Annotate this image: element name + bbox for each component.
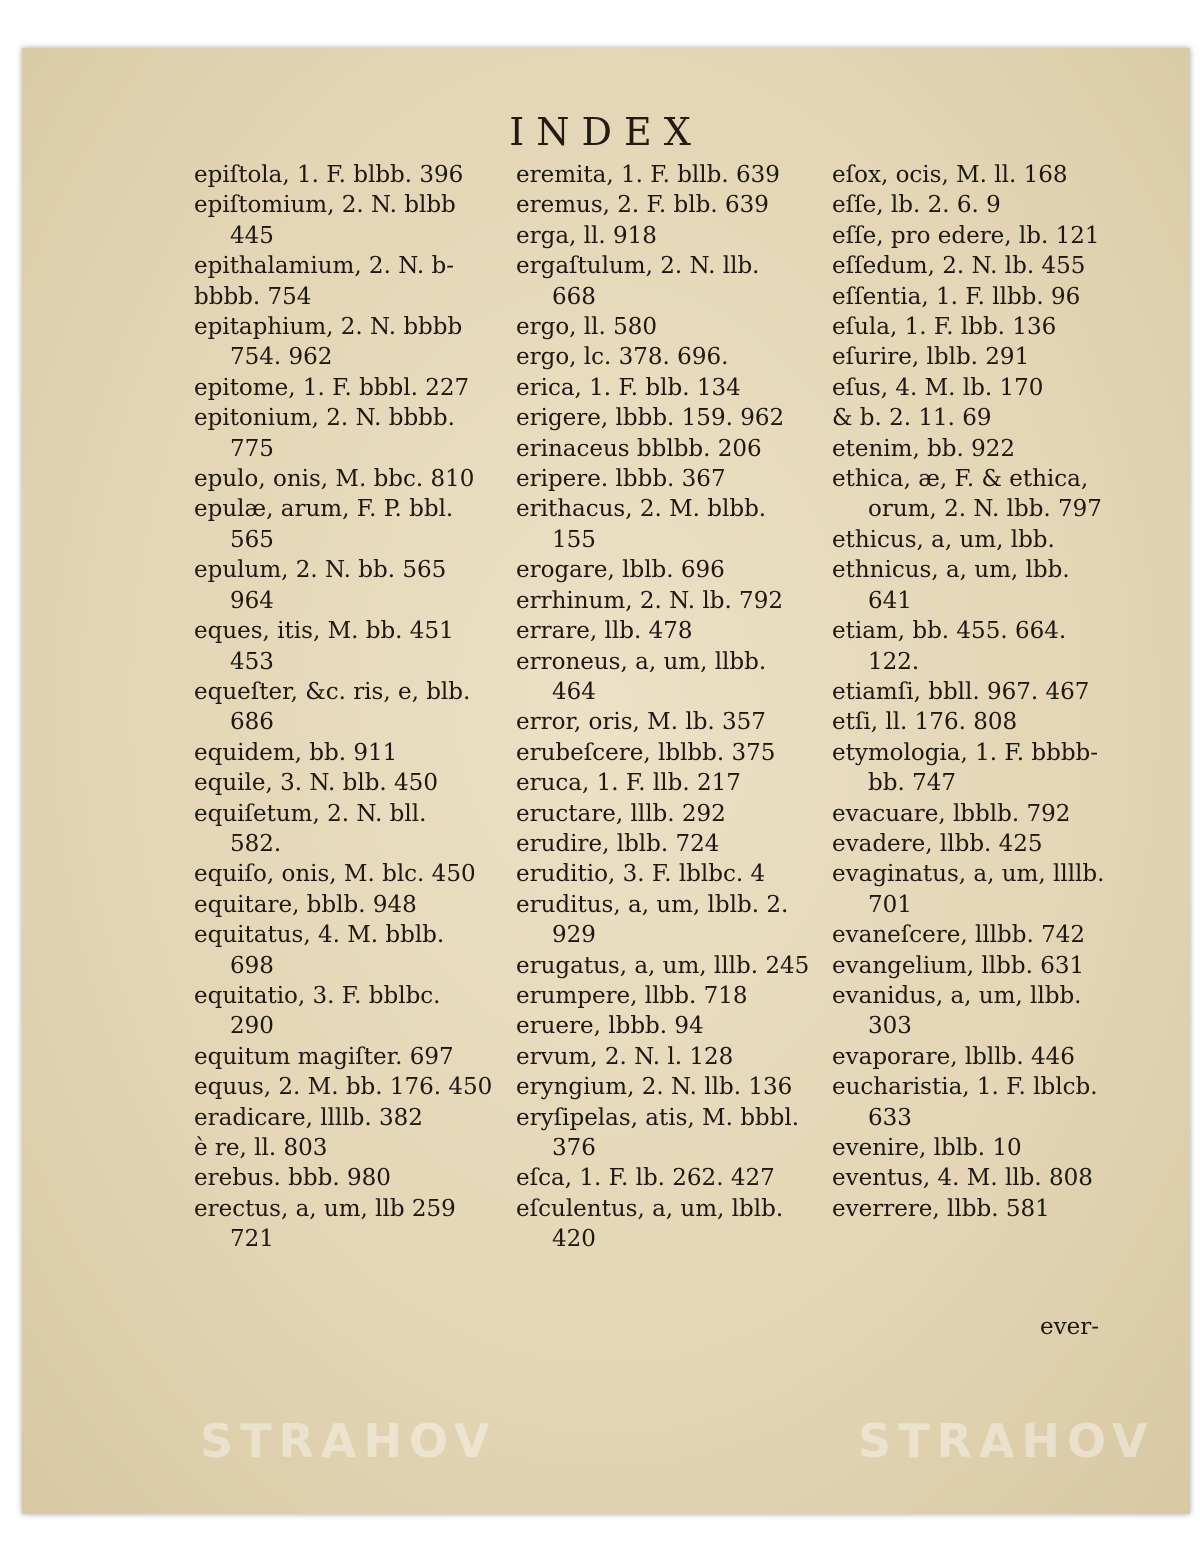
index-column-2 (516, 160, 810, 1255)
index-entry: 303 (868, 1013, 912, 1040)
index-entry: eruditus, a, um, lblb. 2. (516, 891, 789, 918)
index-entry: erumpere, llbb. 718 (516, 982, 748, 1009)
index-entry: 701 (868, 891, 912, 918)
index-entry: 698 (230, 952, 274, 979)
index-entry: eſurire, lblb. 291 (832, 344, 1030, 371)
index-entry: etymologia, 1. F. bbbb- (832, 739, 1099, 766)
index-entry: 376 (552, 1135, 596, 1161)
index-entry: eucharistia, 1. F. lblcb. (832, 1074, 1098, 1101)
index-entry: eventus, 4. M. llb. 808 (832, 1165, 1093, 1192)
index-entry: orum, 2. N. lbb. 797 (868, 496, 1102, 523)
index-entry: erithacus, 2. M. blbb. (516, 496, 767, 523)
index-entry: ergo, lc. 378. 696. (516, 344, 729, 371)
index-entry: etiam, bb. 455. 664. (832, 618, 1067, 645)
index-entry: eſca, 1. F. lb. 262. 427 (516, 1165, 775, 1192)
index-entry: è re, ll. 803 (194, 1135, 328, 1161)
index-entry: 721 (230, 1226, 274, 1253)
index-entry: 668 (552, 283, 596, 310)
index-entry: equidem, bb. 911 (194, 739, 398, 766)
index-entry: equitare, bblb. 948 (194, 891, 417, 918)
index-entry: 686 (230, 709, 274, 736)
index-entry: 155 (552, 526, 596, 553)
index-entry: epitonium, 2. N. bbbb. (194, 405, 455, 432)
index-entry: eſſe, lb. 2. 6. 9 (832, 192, 1001, 219)
index-entry: eructare, lllb. 292 (516, 800, 726, 827)
index-entry: epitaphium, 2. N. bbbb (194, 314, 463, 341)
index-entry: equitatio, 3. F. bblbc. (194, 982, 441, 1009)
index-entry: eryſipelas, atis, M. bbbl. (516, 1104, 800, 1131)
index-entry: erica, 1. F. blb. 134 (516, 374, 741, 401)
index-entry: erigere, lbbb. 159. 962 (516, 405, 785, 432)
index-entry: evaneſcere, lllbb. 742 (832, 922, 1086, 949)
index-entry: evacuare, lbblb. 792 (832, 800, 1071, 827)
index-entry: eſſentia, 1. F. llbb. 96 (832, 283, 1081, 310)
index-entry: error, oris, M. lb. 357 (516, 709, 766, 736)
index-entry: equitum magiſter. 697 (194, 1043, 454, 1070)
index-entry: eradicare, llllb. 382 (194, 1104, 423, 1131)
index-entry: eruca, 1. F. llb. 217 (516, 770, 741, 797)
index-entry: ethicus, a, um, lbb. (832, 526, 1055, 553)
index-entry: etenim, bb. 922 (832, 435, 1016, 462)
index-entry: 122. (868, 648, 920, 675)
index-entry: erubeſcere, lblbb. 375 (516, 739, 776, 766)
index-entry: epiſtola, 1. F. blbb. 396 (194, 162, 464, 188)
index-entry: 929 (552, 922, 596, 949)
index-entry: epulæ, arum, F. P. bbl. (194, 496, 454, 523)
index-entry: eripere. lbbb. 367 (516, 466, 726, 493)
index-entry: epitome, 1. F. bbbl. 227 (194, 374, 470, 401)
index-entry: epiſtomium, 2. N. blbb (194, 192, 456, 219)
index-entry: bb. 747 (868, 770, 956, 797)
index-entry: bbbb. 754 (194, 283, 312, 310)
index-entry: eremita, 1. F. bllb. 639 (516, 162, 780, 188)
book-page (22, 48, 1190, 1514)
index-entry: 445 (230, 222, 274, 249)
index-entry: & b. 2. 11. 69 (832, 405, 992, 432)
index-entry: erebus. bbb. 980 (194, 1165, 391, 1192)
index-entry: equile, 3. N. blb. 450 (194, 770, 438, 797)
index-entry: ergo, ll. 580 (516, 314, 658, 341)
index-entry: erroneus, a, um, llbb. (516, 648, 767, 675)
index-entry: equus, 2. M. bb. 176. 450 (194, 1074, 493, 1101)
index-entry: 641 (868, 587, 912, 614)
index-entry: etiamſi, bbll. 967. 467 (832, 678, 1090, 705)
index-entry: eſula, 1. F. lbb. 136 (832, 314, 1057, 341)
page-title: INDEX (509, 110, 703, 154)
index-entry: eruditio, 3. F. lblbc. 4 (516, 861, 766, 888)
index-entry: equiſo, onis, M. blc. 450 (194, 861, 476, 888)
index-entry: epithalamium, 2. N. b- (194, 253, 454, 280)
index-entry: evenire, lblb. 10 (832, 1135, 1022, 1161)
index-entry: errhinum, 2. N. lb. 792 (516, 587, 783, 614)
index-entry: ergaſtulum, 2. N. llb. (516, 253, 760, 280)
index-entry: 754. 962 (230, 344, 333, 371)
index-entry: ethnicus, a, um, lbb. (832, 557, 1070, 584)
index-entry: 565 (230, 526, 274, 553)
index-entry: eſſedum, 2. N. lb. 455 (832, 253, 1086, 280)
index-entry: equitatus, 4. M. bblb. (194, 922, 445, 949)
index-entry: 582. (230, 830, 282, 857)
index-entry: eſox, ocis, M. ll. 168 (832, 162, 1068, 188)
index-entry: 464 (552, 678, 596, 705)
index-column-1 (194, 160, 494, 1255)
index-entry: erectus, a, um, llb 259 (194, 1195, 456, 1222)
index-entry: ethica, æ, F. & ethica, (832, 466, 1089, 493)
index-entry: eſus, 4. M. lb. 170 (832, 374, 1044, 401)
index-entry: evadere, llbb. 425 (832, 830, 1043, 857)
index-entry: epulo, onis, M. bbc. 810 (194, 466, 475, 493)
index-entry: erugatus, a, um, lllb. 245 (516, 952, 810, 979)
index-entry: epulum, 2. N. bb. 565 (194, 557, 447, 584)
index-entry: evangelium, llbb. 631 (832, 952, 1085, 979)
index-entry: eſſe, pro edere, lb. 121 (832, 222, 1100, 249)
index-entry: 775 (230, 435, 274, 462)
watermark: STRAHOV (200, 1414, 497, 1468)
index-entry: erudire, lblb. 724 (516, 830, 720, 857)
index-entry: eryngium, 2. N. llb. 136 (516, 1074, 793, 1101)
catchword: ever- (1040, 1314, 1099, 1340)
index-entry: 633 (868, 1104, 912, 1131)
watermark: STRAHOV (858, 1414, 1155, 1468)
index-entry: erogare, lblb. 696 (516, 557, 725, 584)
index-entry: 964 (230, 587, 274, 614)
index-entry: eremus, 2. F. blb. 639 (516, 192, 769, 219)
index-entry: 290 (230, 1013, 274, 1040)
index-entry: eques, itis, M. bb. 451 (194, 618, 454, 645)
index-entry: everrere, llbb. 581 (832, 1195, 1050, 1222)
index-entry: evaporare, lbllb. 446 (832, 1043, 1075, 1070)
index-entry: equiſetum, 2. N. bll. (194, 800, 427, 827)
index-entry: evaginatus, a, um, llllb. (832, 861, 1105, 888)
index-entry: etſi, ll. 176. 808 (832, 709, 1018, 736)
index-entry: eruere, lbbb. 94 (516, 1013, 704, 1040)
index-entry: erga, ll. 918 (516, 222, 657, 249)
index-entry: evanidus, a, um, llbb. (832, 982, 1082, 1009)
index-column-3 (832, 160, 1137, 1224)
index-entry: ervum, 2. N. l. 128 (516, 1043, 734, 1070)
index-entry: errare, llb. 478 (516, 618, 693, 645)
index-entry: 453 (230, 648, 274, 675)
index-entry: erinaceus bblbb. 206 (516, 435, 762, 462)
index-entry: eſculentus, a, um, lblb. (516, 1195, 784, 1222)
index-entry: 420 (552, 1226, 596, 1253)
index-entry: equeſter, &c. ris, e, blb. (194, 678, 471, 705)
